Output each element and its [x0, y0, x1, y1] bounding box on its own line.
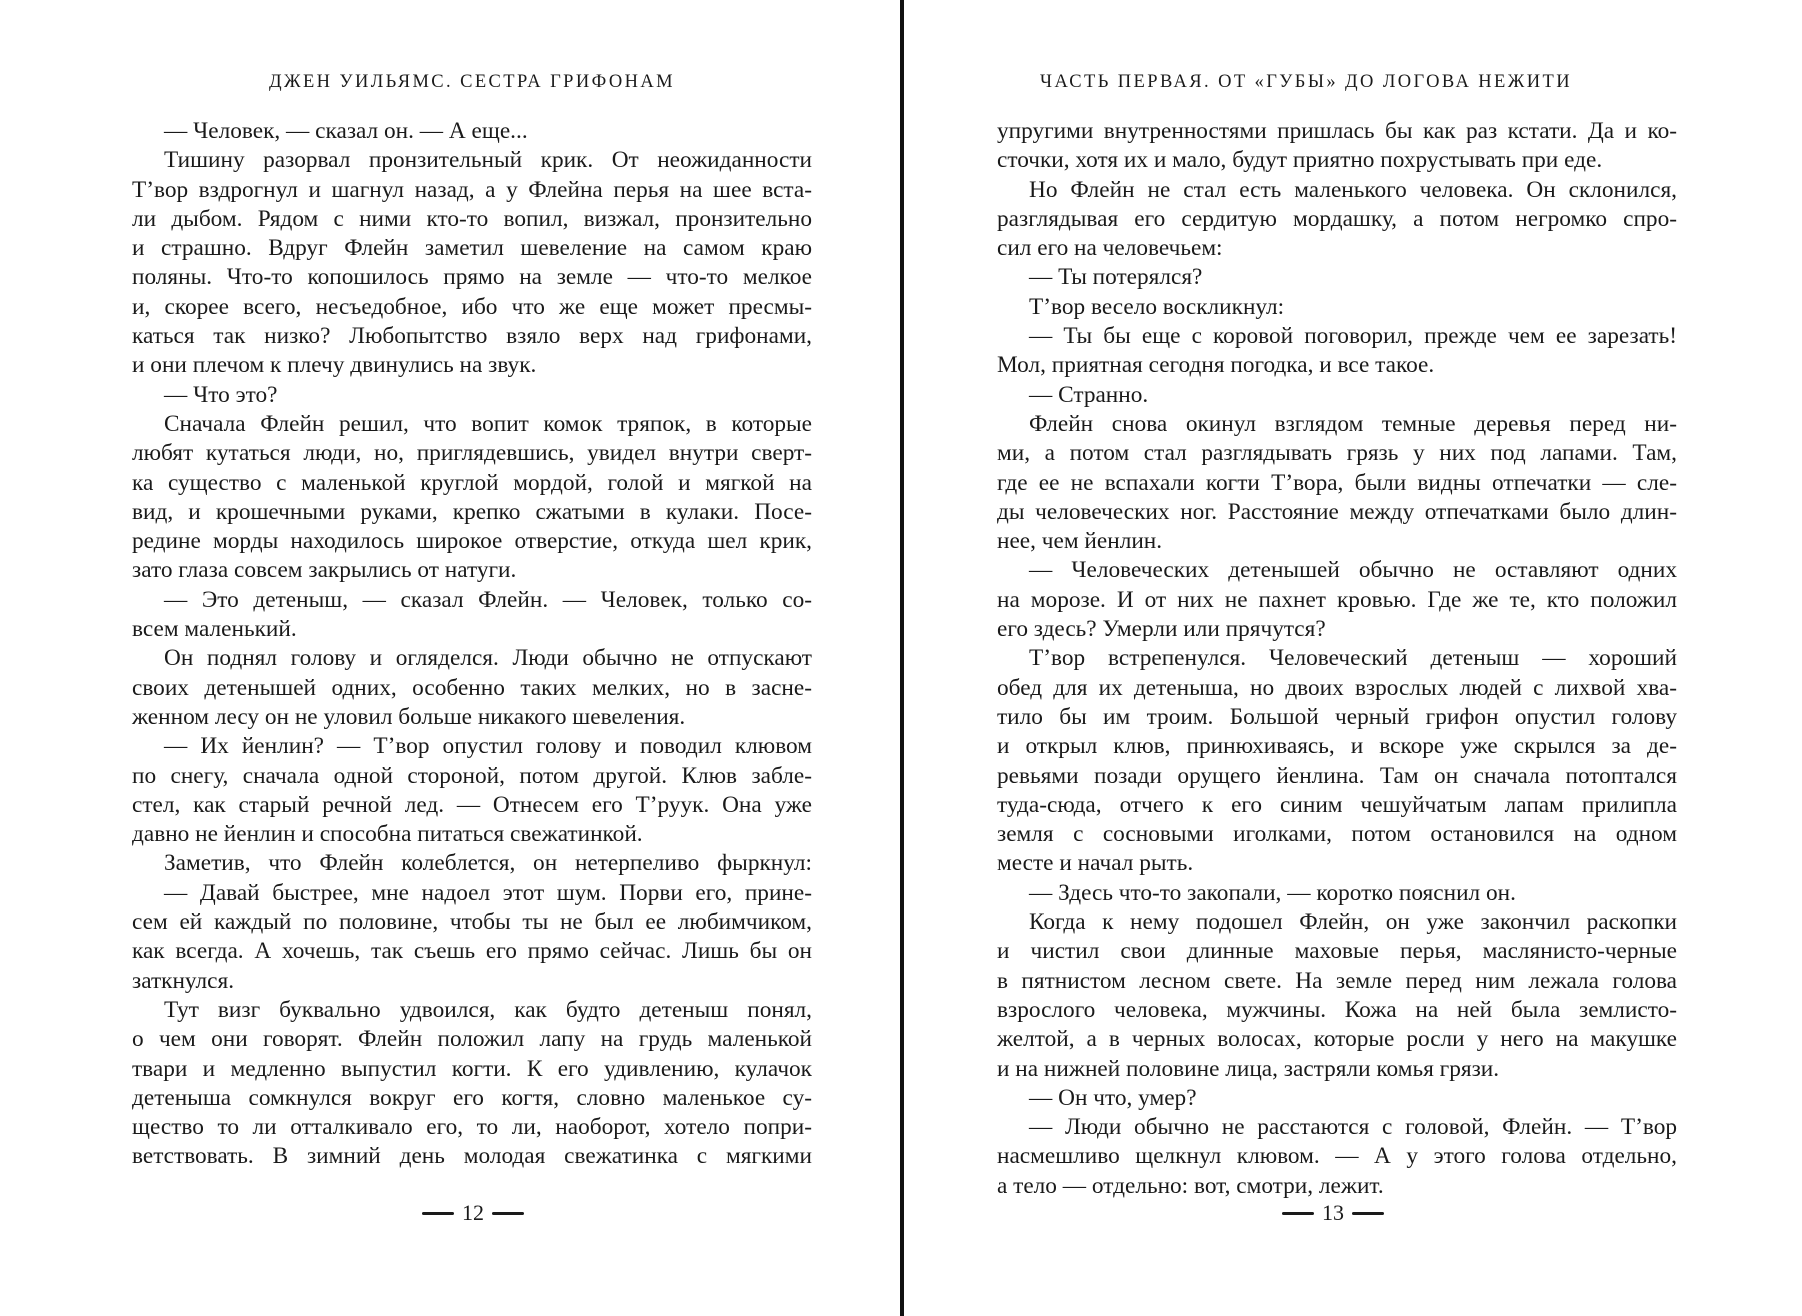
text-line: ветствовать. В зимний день молодая свежатинка с мягкими	[132, 1143, 812, 1170]
text-line: и на нижней половине лица, застряли комья грязи.	[997, 1055, 1500, 1082]
text-line: сточки, хотя их и мало, будут приятно похрустывать при еде.	[997, 147, 1603, 174]
text-line: — Люди обычно не расстаются с головой, Флейн. — Т’вор	[1029, 1114, 1677, 1141]
text-line: о чем они говорят. Флейн положил лапу на грудь маленькой	[132, 1026, 812, 1053]
text-line: — Человеческих детенышей обычно не оставляют одних	[1029, 557, 1677, 584]
folio-dash-left	[422, 1212, 454, 1215]
folio-dash-right	[1352, 1212, 1384, 1215]
text-line: — Это детеныш, — сказал Флейн. — Человек, только со-	[164, 586, 812, 613]
text-line: редине морды находилось широкое отверстие, откуда шел крик,	[132, 528, 812, 555]
text-line: месте и начал рыть.	[997, 850, 1194, 877]
text-line: каться так низко? Любопытство взяло верх над грифонами,	[132, 323, 812, 350]
text-line: всем маленький.	[132, 616, 297, 643]
text-line: твари и медленно выпустил когти. К его удивлению, кулачок	[132, 1055, 812, 1082]
text-line: — Ты потерялся?	[1029, 264, 1203, 291]
page-number	[422, 1200, 524, 1226]
text-line: Он поднял голову и огляделся. Люди обычно не отпускают	[164, 645, 812, 672]
right-page	[904, 0, 1802, 1316]
text-line: взрослого человека, мужчины. Кожа на ней была землисто-	[997, 996, 1677, 1023]
text-line: и страшно. Вдруг Флейн заметил шевеление на самом краю	[132, 235, 812, 262]
text-line: — Странно.	[1029, 381, 1149, 408]
text-line: вид, и крошечными руками, крепко сжатыми в кулаки. Посе-	[132, 498, 812, 525]
text-line: Но Флейн не стал есть маленького человека. Он склонился,	[1029, 176, 1677, 203]
text-line: Сначала Флейн решил, что вопит комок тряпок, в которые	[164, 410, 812, 437]
text-line: желтой, а в черных волосах, которые росли у него на макушке	[997, 1026, 1677, 1053]
text-line: тило бы им троим. Большой черный грифон опустил голову	[997, 703, 1677, 730]
text-line: — Здесь что-то закопали, — коротко пояснил он.	[1029, 879, 1516, 906]
text-line: нее, чем йенлин.	[997, 528, 1163, 555]
text-line: Когда к нему подошел Флейн, он уже закончил раскопки	[1029, 909, 1677, 936]
text-line: его здесь? Умерли или прячутся?	[997, 616, 1326, 643]
running-head: ДЖЕН УИЛЬЯМС. СЕСТРА ГРИФОНАМ	[268, 72, 675, 92]
text-line: — Он что, умер?	[1029, 1084, 1197, 1111]
text-line: Тишину разорвал пронзительный крик. От неожиданности	[164, 147, 812, 174]
text-line: как всегда. А хочешь, так съешь его прямо сейчас. Лишь бы он	[132, 938, 812, 965]
text-line: детеныша сомкнулся вокруг его когтя, словно маленькое су-	[132, 1084, 812, 1111]
text-line: щество то ли отталкивало его, то ли, наоборот, хотело попри-	[132, 1114, 812, 1141]
text-line: стел, как старый речной лед. — Отнесем его Т’руук. Она уже	[132, 791, 812, 818]
text-line: земля с сосновыми иголками, потом остановился на одном	[997, 821, 1677, 848]
left-page	[0, 0, 900, 1316]
text-block	[132, 117, 812, 1172]
text-line: Т’вор встрепенулся. Человеческий детеныш — хороший	[1029, 645, 1677, 672]
text-line: а тело — отдельно: вот, смотри, лежит.	[997, 1172, 1384, 1199]
text-line: Флейн снова окинул взглядом темные деревья перед ни-	[1029, 410, 1677, 437]
text-line: Мол, приятная сегодня погодка, и все такое.	[997, 352, 1435, 379]
text-line: сил его на человечьем:	[997, 235, 1223, 262]
text-line: Т’вор весело воскликнул:	[1029, 293, 1285, 320]
running-head: ЧАСТЬ ПЕРВАЯ. ОТ «ГУБЫ» ДО ЛОГОВА НЕЖИТИ	[1040, 72, 1572, 92]
text-line: женном лесу он не уловил больше никакого шевеления.	[132, 703, 686, 730]
text-line: ды человеческих ног. Расстояние между отпечатками было длин-	[997, 498, 1677, 525]
text-line: — Давай быстрее, мне надоел этот шум. Порви его, прине-	[164, 879, 812, 906]
text-line: Заметив, что Флейн колеблется, он нетерпеливо фыркнул:	[164, 850, 812, 877]
text-line: и они плечом к плечу двинулись на звук.	[132, 352, 537, 379]
folio-dash-left	[1282, 1212, 1314, 1215]
page-number	[1282, 1200, 1384, 1226]
text-line: своих детенышей одних, особенно таких мелких, но в засне-	[132, 674, 812, 701]
text-line: — Человек, — сказал он. — А еще...	[164, 118, 528, 144]
text-line: — Их йенлин? — Т’вор опустил голову и поводил клювом	[164, 733, 812, 760]
text-line: насмешливо щелкнул клювом. — А у этого голова отдельно,	[997, 1143, 1677, 1170]
text-line: упругими внутренностями пришлась бы как раз кстати. Да и ко-	[997, 118, 1677, 144]
text-block	[997, 117, 1677, 1201]
text-line: туда-сюда, отчего к его синим чешуйчатым лапам прилипла	[997, 791, 1677, 818]
text-line: заткнулся.	[132, 967, 235, 994]
text-line: ревьями позади орущего йенлина. Там он сначала потоптался	[997, 762, 1677, 789]
text-line: — Ты бы еще с коровой поговорил, прежде чем ее зарезать!	[1029, 323, 1677, 350]
text-line: обед для их детеныша, но двоих взрослых людей с лихвой хва-	[997, 674, 1677, 701]
page-number-text: 12	[462, 1200, 484, 1225]
text-line: на морозе. И от них не пахнет кровью. Где же те, кто положил	[997, 586, 1677, 613]
text-line: ка существо с маленькой круглой мордой, голой и мягкой на	[132, 469, 812, 496]
page-number-text: 13	[1322, 1200, 1344, 1225]
text-line: зато глаза совсем закрылись от натуги.	[132, 557, 517, 584]
text-line: сем ей каждый по половине, чтобы ты не был ее любимчиком,	[132, 909, 812, 936]
text-line: любят кутаться люди, но, приглядевшись, увидел внутри сверт-	[132, 440, 812, 467]
text-line: давно не йенлин и способна питаться свежатинкой.	[132, 821, 643, 848]
text-line: где ее не вспахали когти Т’вора, были видны отпечатки — сле-	[997, 469, 1677, 496]
text-line: разглядывая его сердитую мордашку, а потом негромко спро-	[997, 205, 1677, 232]
text-line: и открыл клюв, принюхиваясь, и вскоре уже скрылся за де-	[997, 733, 1677, 760]
text-line: — Что это?	[164, 381, 278, 408]
text-line: Т’вор вздрогнул и шагнул назад, а у Флейна перья на шее вста-	[132, 176, 812, 203]
text-line: и чистил свои длинные маховые перья, маслянисто-черные	[997, 938, 1677, 965]
text-line: поляны. Что-то копошилось прямо на земле — что-то мелкое	[132, 264, 812, 291]
folio-dash-right	[492, 1212, 524, 1215]
text-line: ми, а потом стал разглядывать грязь у них под лапами. Там,	[997, 440, 1677, 467]
text-line: ли дыбом. Рядом с ними кто-то вопил, визжал, пронзительно	[132, 205, 812, 232]
text-line: Тут визг буквально удвоился, как будто детеныш понял,	[164, 996, 812, 1023]
text-line: и, скорее всего, несъедобное, ибо что же еще может пресмы-	[132, 293, 812, 320]
text-line: в пятнистом лесном свете. На земле перед ним лежала голова	[997, 967, 1677, 994]
text-line: по снегу, сначала одной стороной, потом другой. Клюв заблe-	[132, 762, 812, 789]
